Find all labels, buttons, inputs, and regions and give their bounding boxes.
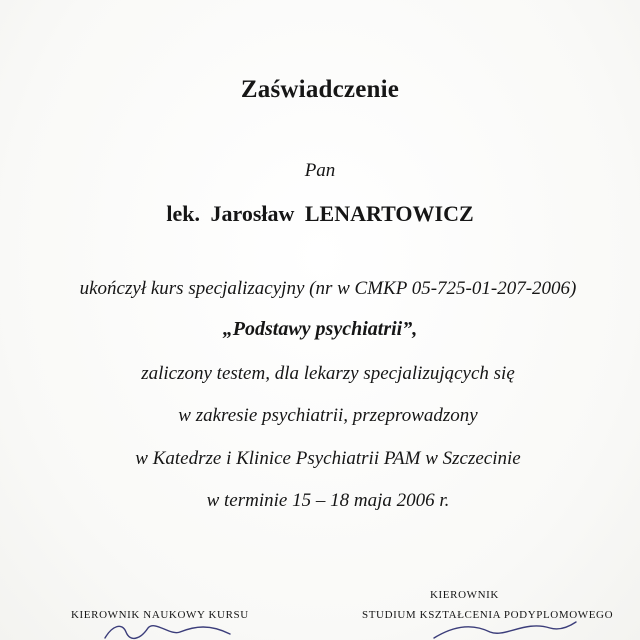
- right-signature-caption-title: KIEROWNIK: [430, 589, 499, 601]
- left-signature-caption: KIEROWNIK NAUKOWY KURSU: [71, 609, 249, 621]
- completion-line: ukończył kurs specjalizacyjny (nr w CMKP 05-725-01-207-2006): [79, 278, 577, 299]
- passed-line: zaliczony testem, dla lekarzy specjalizujących się: [141, 363, 515, 384]
- right-signature-mark: [430, 618, 580, 640]
- certificate-title: Zaświadczenie: [240, 76, 400, 103]
- salutation: Pan: [304, 160, 336, 181]
- place-line: w Katedrze i Klinice Psychiatrii PAM w Szczecinie: [135, 448, 521, 469]
- left-signature-mark: [100, 620, 260, 640]
- date-line: w terminie 15 – 18 maja 2006 r.: [206, 490, 450, 511]
- course-title: „Podstawy psychiatrii”,: [222, 318, 418, 340]
- field-line: w zakresie psychiatrii, przeprowadzony: [178, 405, 478, 426]
- recipient-name: lek. Jarosław LENARTOWICZ: [166, 201, 474, 226]
- right-signature-caption: STUDIUM KSZTAŁCENIA PODYPLOMOWEGO: [362, 609, 614, 621]
